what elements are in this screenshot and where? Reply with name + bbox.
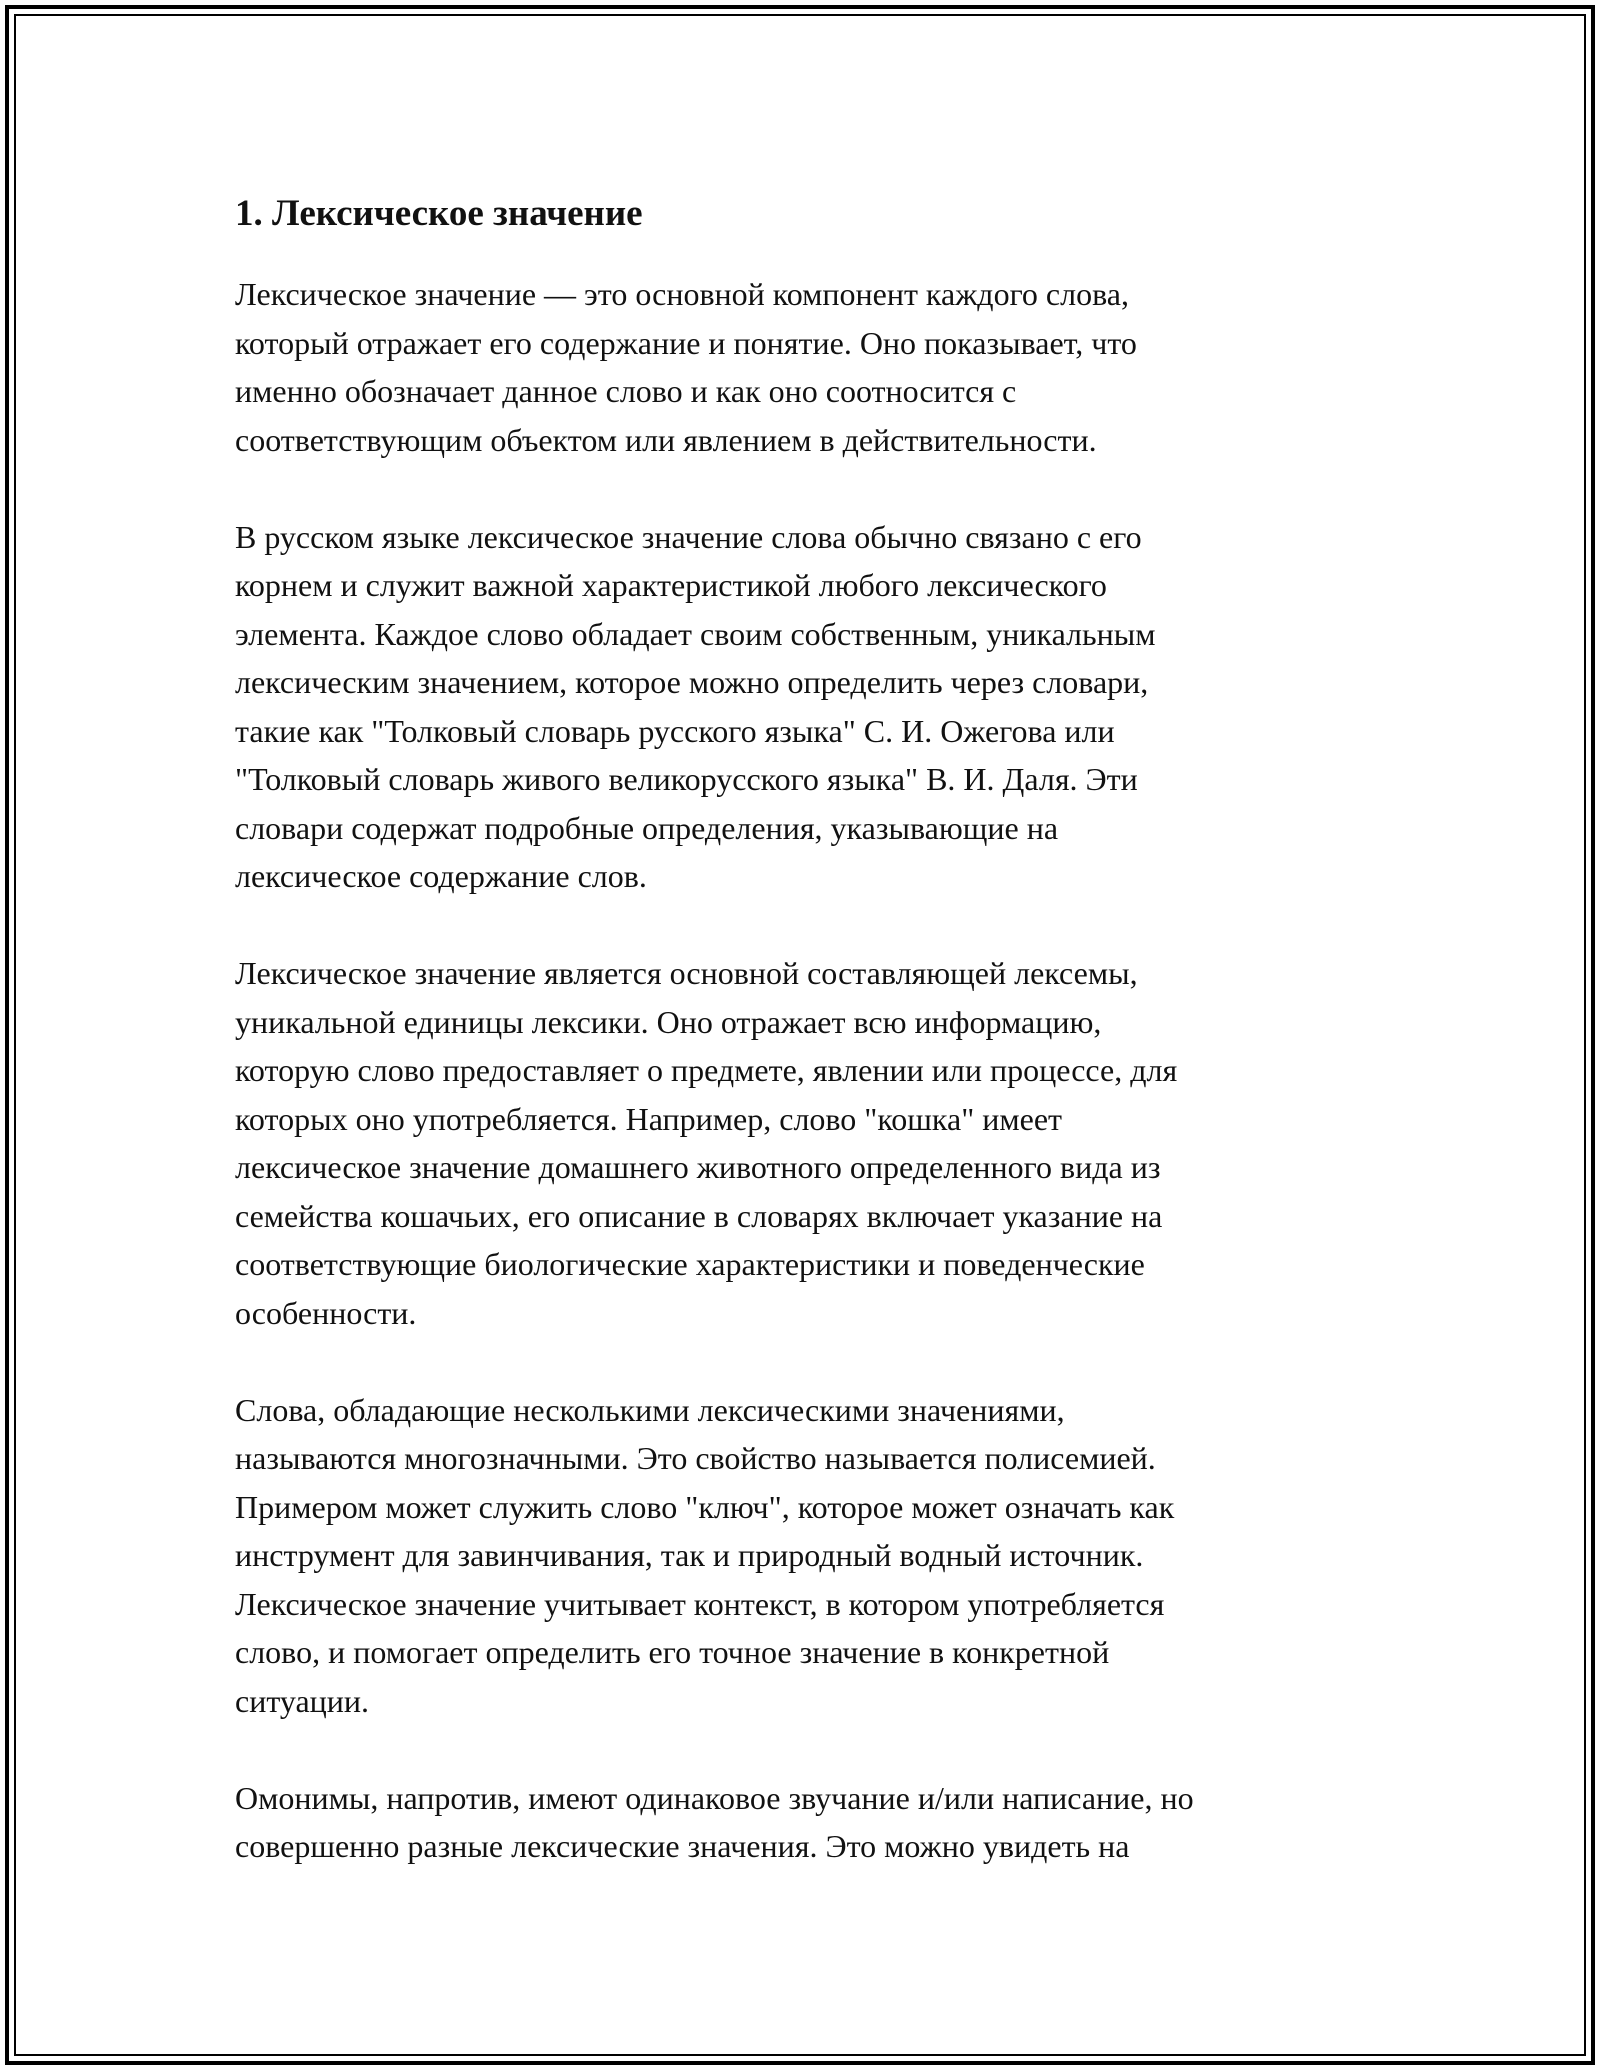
paragraph-2: В русском языке лексическое значение слова обычно связано с его корнем и служит важной характеристикой любого лексического элемента. Каждое слово обладает своим собственным, уникальным лексическим значением, которое можно определить через словари, такие как "Толковый словарь русского языка" С. И. Ожегова или "Толковый словарь живого великорусского языка" В. И. Даля. Эти словари содержат подробные определения, указывающие на лексическое содержание слов. (235, 518, 1156, 894)
paragraph-4: Слова, обладающие несколькими лексическими значениями, называются многозначными. Это свойство называется полисемией. Примером может служить слово "ключ", которое может означать как инструмент для завинчивания, так и природный водный источник. Лексическое значение учитывает контекст, в котором употребляется слово, и помогает определить его точное значение в конкретной ситуации. (235, 1391, 1175, 1719)
paragraph-1: Лексическое значение — это основной компонент каждого слова, который отражает его содержание и понятие. Оно показывает, что именно обозначает данное слово и как оно соотносится с соответствующим объектом или явлением в действительности. (235, 276, 1137, 458)
paragraph-3: Лексическое значение является основной составляющей лексемы, уникальной единицы лексики. Оно отражает всю информацию, которую слово предоставляет о предмете, явлении или процессе, для которых оно употребляется. Например, слово "кошка" имеет лексическое значение домашнего животного определенного вида из семейства кошачьих, его описание в словарях включает указание на соответствующие биологические характеристики и поведенческие особенности. (235, 955, 1178, 1331)
section-heading: 1. Лексическое значение (235, 193, 643, 234)
document-body (235, 186, 1365, 1919)
paragraph-5: Омонимы, напротив, имеют одинаковое звучание и/или написание, но совершенно разные лексические значения. Это можно увидеть на (235, 1779, 1194, 1864)
